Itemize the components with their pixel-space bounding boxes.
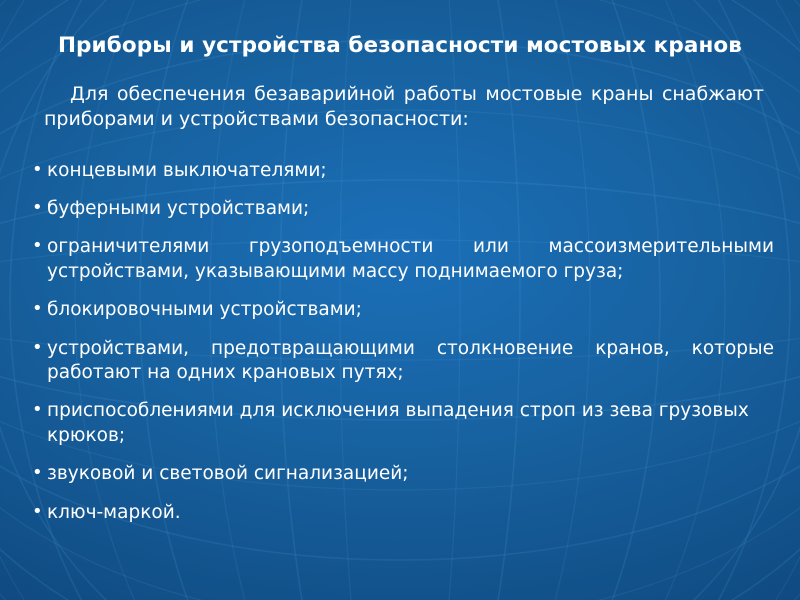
list-item: • ключ-маркой. (30, 501, 774, 525)
list-item: • буферными устройствами; (30, 197, 774, 221)
list-item: • устройствами, предотвращающими столкновение кранов, которые работают на одних крановых путях; (30, 337, 774, 386)
list-item: • ограничителями грузоподъемности или массоизмерительными устройствами, указывающими массу поднимаемого груза; (30, 235, 774, 284)
slide-title: Приборы и устройства безопасности мостовых кранов (57, 33, 743, 58)
list-item: • приспособлениями для исключения выпадения строп из зева грузовых крюков; (30, 399, 774, 448)
list-item: • концевыми выключателями; (30, 159, 774, 183)
list-item: • блокировочными устройствами; (30, 298, 774, 322)
list-item: • звуковой и световой сигнализацией; (30, 462, 774, 486)
bullet-list (30, 159, 774, 525)
intro-paragraph: Для обеспечения безаварийной работы мостовые краны снабжают приборами и устройствами безопасности: (44, 83, 764, 131)
